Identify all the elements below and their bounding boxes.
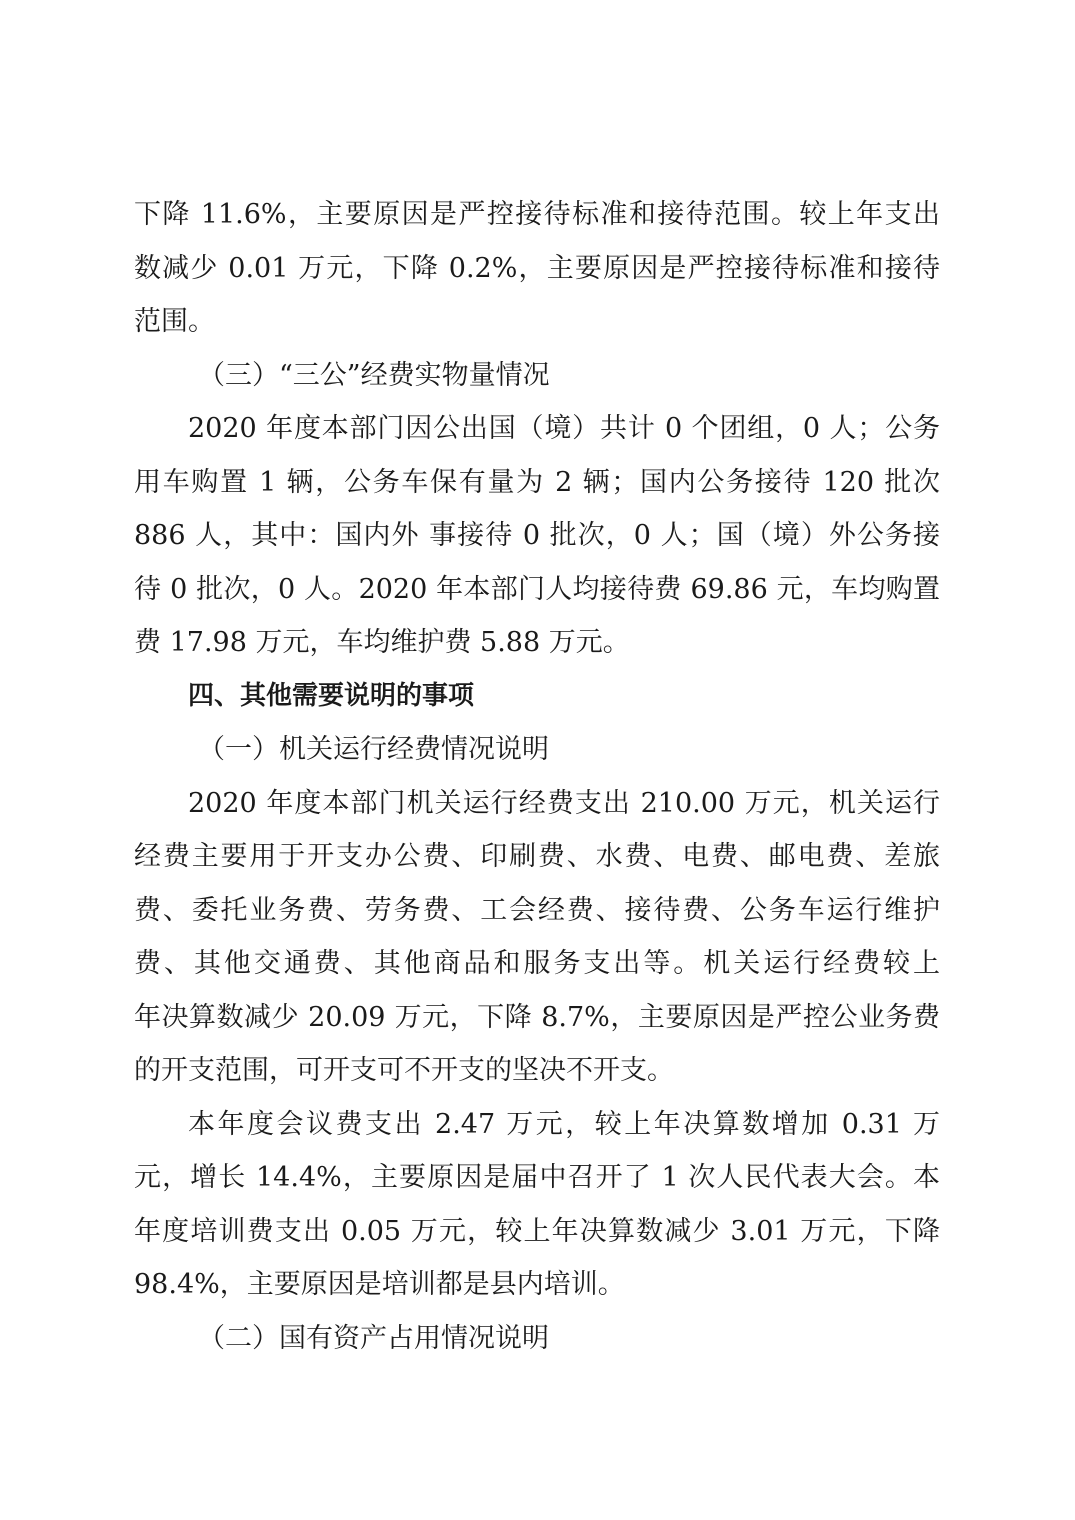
text-line: 范围。 [134,306,215,337]
text-line: 886 人，其中：国内外 事接待 0 批次，0 人；国（境）外公务接 [134,520,940,551]
text-line: 年决算数减少 20.09 万元，下降 8.7%，主要原因是严控公业务费 [134,1001,940,1033]
text-line: 费、其他交通费、其他商品和服务支出等。机关运行经费较上 [134,948,940,979]
text-line: 费、委托业务费、劳务费、工会经费、接待费、公务车运行维护 [134,894,940,926]
text-line: 98.4%，主要原因是培训都是县内培训。 [134,1269,625,1300]
text-line: 用车购置 1 辆，公务车保有量为 2 辆；国内公务接待 120 批次 [134,466,940,498]
document-body [134,188,940,1365]
text-line: 经费主要用于开支办公费、印刷费、水费、电费、邮电费、差旅 [134,841,940,872]
text-line: 的开支范围，可开支可不开支的坚决不开支。 [134,1055,674,1086]
text-line: 元，增长 14.4%，主要原因是届中召开了 1 次人民代表大会。本 [134,1162,940,1193]
text-line: 年度培训费支出 0.05 万元，较上年决算数减少 3.01 万元，下降 [134,1215,940,1247]
section-subheading: （一）机关运行经费情况说明 [198,734,549,765]
paragraph-first-line: 2020 年度本部门因公出国（境）共计 0 个团组，0 人；公务 [188,413,940,444]
section-heading: 四、其他需要说明的事项 [188,680,475,711]
section-subheading: （三）“三公”经费实物量情况 [198,359,550,391]
paragraph-first-line: 本年度会议费支出 2.47 万元，较上年决算数增加 0.31 万 [188,1108,940,1140]
text-line: 下降 11.6%，主要原因是严控接待标准和接待范围。较上年支出 [134,199,940,230]
paragraph-first-line: 2020 年度本部门机关运行经费支出 210.00 万元，机关运行 [188,787,940,819]
text-line: 待 0 批次，0 人。2020 年本部门人均接待费 69.86 元，车均购置 [134,573,940,605]
text-line: 费 17.98 万元，车均维护费 5.88 万元。 [134,627,630,658]
text-line: 数减少 0.01 万元，下降 0.2%，主要原因是严控接待标准和接待 [134,252,940,284]
section-subheading: （二）国有资产占用情况说明 [198,1322,549,1354]
